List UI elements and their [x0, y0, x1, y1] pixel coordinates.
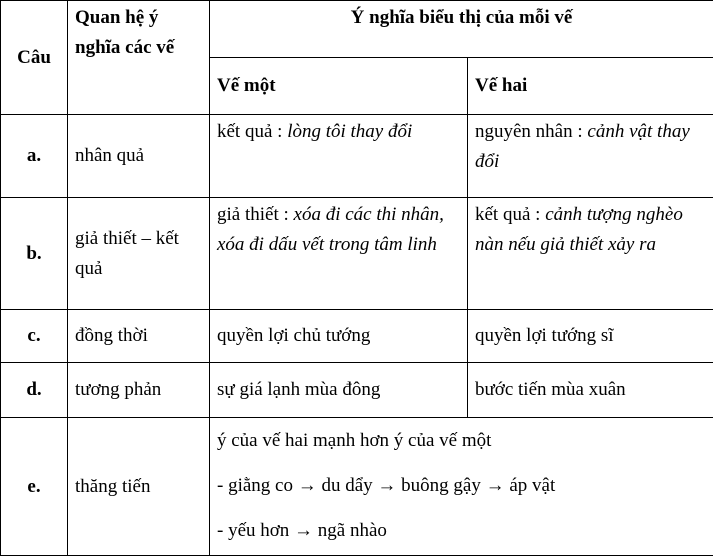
row-ve-hai	[468, 198, 713, 310]
explanation-line: - yếu hơn → ngã nhào	[217, 508, 706, 553]
header-cau: Câu	[1, 1, 68, 115]
ve-mot-italic: xóa đi các thi nhân, xóa đi dấu vết trong tâm linh	[217, 204, 444, 255]
row-label: d.	[1, 363, 68, 418]
row-ve-hai: bước tiến mùa xuân	[468, 363, 713, 418]
row-ve-mot: quyền lợi chủ tướng	[210, 310, 468, 363]
row-label: b.	[1, 198, 68, 310]
table-row	[1, 115, 713, 198]
table-row	[1, 310, 713, 363]
header-ve-hai: Vế hai	[468, 58, 713, 115]
row-merged-explanation	[210, 418, 713, 556]
row-ve-mot	[210, 115, 468, 198]
table-row	[1, 363, 713, 418]
row-ve-hai: quyền lợi tướng sĩ	[468, 310, 713, 363]
row-ve-hai	[468, 115, 713, 198]
row-relation: giả thiết – kết quả	[68, 198, 210, 310]
ve-hai-prefix: kết quả :	[475, 204, 545, 225]
header-y-nghia: Ý nghĩa biểu thị của mỗi vế	[210, 1, 713, 58]
row-label: e.	[1, 418, 68, 556]
header-row	[1, 1, 713, 58]
row-label: a.	[1, 115, 68, 198]
table-row	[1, 418, 713, 556]
ve-mot-italic: lòng tôi thay đổi	[287, 121, 412, 142]
row-label: c.	[1, 310, 68, 363]
ve-hai-italic: cảnh tượng nghèo nàn nếu giả thiết xảy ra	[475, 204, 683, 255]
header-quan-he: Quan hệ ý nghĩa các vế	[68, 1, 210, 115]
row-relation: đồng thời	[68, 310, 210, 363]
header-ve-mot: Vế một	[210, 58, 468, 115]
explanation-line: ý của vế hai mạnh hơn ý của vế một	[217, 418, 706, 463]
ve-mot-prefix: giả thiết :	[217, 204, 294, 225]
row-relation: nhân quả	[68, 115, 210, 198]
row-relation: tương phản	[68, 363, 210, 418]
row-relation: thăng tiến	[68, 418, 210, 556]
table-row	[1, 198, 713, 310]
explanation-line: - giằng co → du dẩy → buông gậy → áp vật	[217, 463, 706, 508]
row-ve-mot: sự giá lạnh mùa đông	[210, 363, 468, 418]
ve-mot-prefix: kết quả :	[217, 121, 287, 142]
row-ve-mot	[210, 198, 468, 310]
ve-hai-prefix: nguyên nhân :	[475, 121, 587, 142]
ve-hai-italic: cảnh vật thay đổi	[475, 121, 690, 172]
